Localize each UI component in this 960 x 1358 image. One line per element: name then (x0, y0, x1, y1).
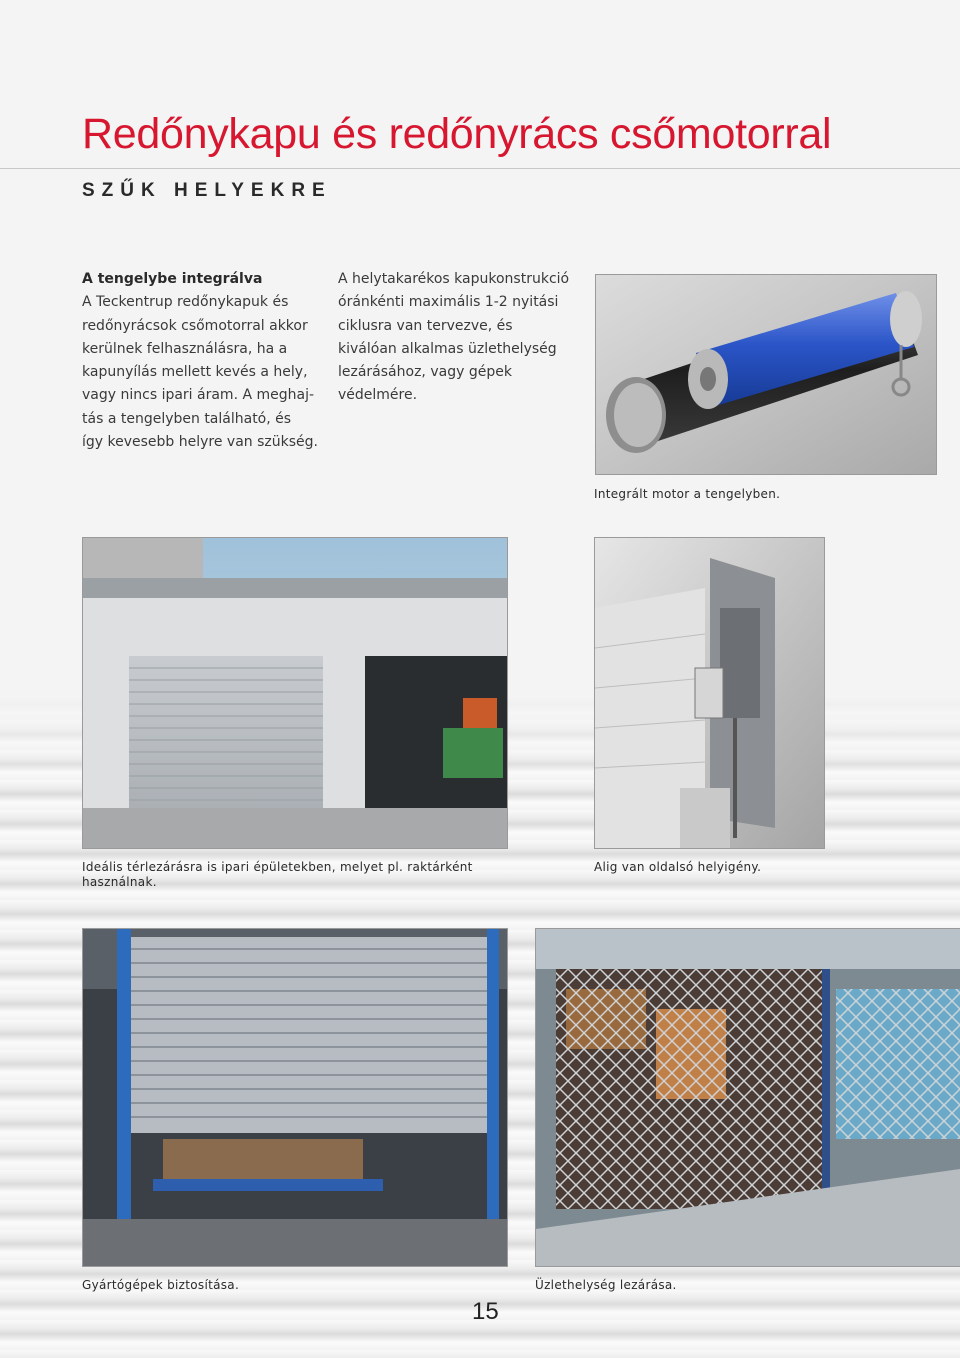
shop-grille-photo (535, 928, 960, 1267)
body-line: ciklusra van tervezve, és (338, 317, 513, 334)
intro-heading: A tengelybe integrálva (82, 271, 263, 287)
page-subtitle: SZŰK HELYEKRE (82, 180, 332, 201)
intro-line: tás a tengelyben található, és (82, 410, 292, 427)
garage-caption (82, 860, 482, 889)
motor-tube-photo (595, 274, 937, 475)
title-divider (0, 168, 960, 169)
page-title: Redőnykapu és redőnyrács csőmotorral (82, 110, 832, 158)
intro-line: kerülnek felhasználásra, ha a (82, 340, 288, 357)
intro-line: vagy nincs ipari áram. A meghaj- (82, 387, 315, 404)
garage-caption-line: Ideális térlezárásra is ipari épületekben, melyet pl. raktárként (82, 860, 473, 874)
body-line: védelmére. (338, 387, 418, 404)
body-line: óránkénti maximális 1-2 nyitási (338, 294, 559, 311)
garage-photo (82, 537, 508, 849)
intro-line: A Teckentrup redőnykapuk és (82, 294, 289, 311)
intro-line: kapunyílás mellett kevés a hely, (82, 364, 308, 381)
intro-text-column (82, 268, 322, 454)
motor-caption: Integrált motor a tengelyben. (594, 487, 781, 501)
body-line: lezárásához, vagy gépek (338, 364, 512, 381)
shop-caption: Üzlethelység lezárása. (535, 1278, 677, 1292)
second-text-column (338, 268, 578, 408)
body-line: A helytakarékos kapukonstrukció (338, 271, 570, 287)
intro-line: redőnyrácsok csőmotorral akkor (82, 317, 308, 334)
garage-caption-line: használnak. (82, 874, 157, 889)
factory-caption: Gyártógépek biztosítása. (82, 1278, 240, 1292)
side-mechanism-photo (594, 537, 825, 849)
side-caption: Alig van oldalsó helyigény. (594, 860, 762, 874)
body-line: kiválóan alkalmas üzlethelység (338, 340, 557, 357)
factory-photo (82, 928, 508, 1267)
page-number: 15 (472, 1298, 499, 1325)
intro-line: így kevesebb helyre van szükség. (82, 434, 318, 451)
